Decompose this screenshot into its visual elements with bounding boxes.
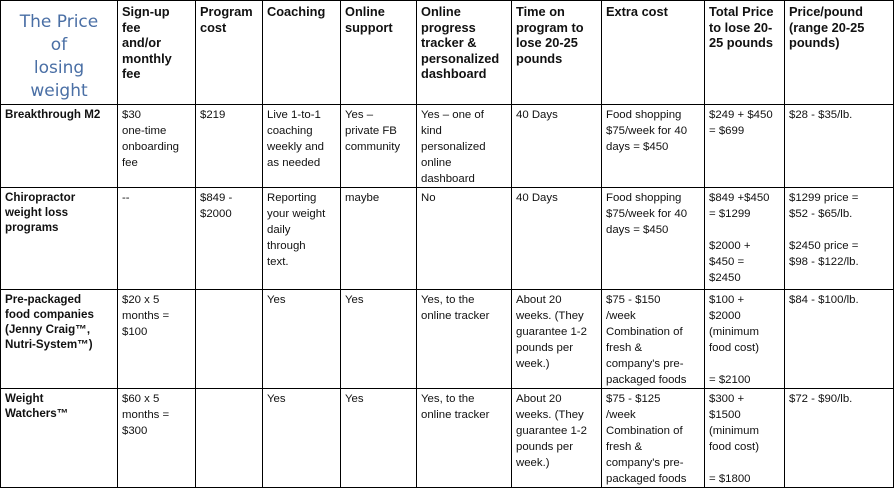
table-cell: $849 - $2000 <box>196 188 263 290</box>
table-cell: $28 - $35/lb. <box>785 105 894 188</box>
column-header-total-price: Total Price to lose 20- 25 pounds <box>705 1 785 105</box>
column-header-online-support: Online support <box>341 1 417 105</box>
column-header-time-on-program: Time on program to lose 20-25 pounds <box>512 1 602 105</box>
table-cell <box>196 290 263 389</box>
table-cell: Yes <box>263 389 341 488</box>
table-cell: Yes, to the online tracker <box>417 290 512 389</box>
table-row <box>1 290 894 389</box>
table-cell: No <box>417 188 512 290</box>
table-cell: $75 - $125 /week Combination of fresh & company's pre- packaged foods <box>602 389 705 488</box>
table-cell: $100 + $2000 (minimum food cost) = $2100 <box>705 290 785 389</box>
table-cell: Food shopping $75/week for 40 days = $450 <box>602 105 705 188</box>
table-cell <box>196 389 263 488</box>
table-cell: -- <box>118 188 196 290</box>
table-cell: Reporting your weight daily through text. <box>263 188 341 290</box>
table-cell: $249 + $450 = $699 <box>705 105 785 188</box>
table-row <box>1 105 894 188</box>
table-cell: Yes <box>341 389 417 488</box>
table-cell: Live 1-to-1 coaching weekly and as needed <box>263 105 341 188</box>
table-cell: Yes <box>263 290 341 389</box>
table-cell: $72 - $90/lb. <box>785 389 894 488</box>
column-header-coaching: Coaching <box>263 1 341 105</box>
table-cell: $1299 price = $52 - $65/lb. $2450 price = $98 - $122/lb. <box>785 188 894 290</box>
table-cell: 40 Days <box>512 188 602 290</box>
table-cell: $84 - $100/lb. <box>785 290 894 389</box>
table-cell: 40 Days <box>512 105 602 188</box>
row-label-chiropractor: Chiropractor weight loss programs <box>1 188 118 290</box>
table-cell: $60 x 5 months = $300 <box>118 389 196 488</box>
table-cell: Yes, to the online tracker <box>417 389 512 488</box>
row-label-weight-watchers: Weight Watchers™ <box>1 389 118 488</box>
table-cell: $300 + $1500 (minimum food cost) = $1800 <box>705 389 785 488</box>
table-cell: $219 <box>196 105 263 188</box>
table-cell: $75 - $150 /week Combination of fresh & company's pre- packaged foods <box>602 290 705 389</box>
column-header-program-cost: Program cost <box>196 1 263 105</box>
table-cell: Yes <box>341 290 417 389</box>
row-label-pre-packaged-food: Pre-packaged food companies (Jenny Craig™, Nutri-System™) <box>1 290 118 389</box>
table-cell: $30 one-time onboarding fee <box>118 105 196 188</box>
column-header-signup-fee: Sign-up fee and/or monthly fee <box>118 1 196 105</box>
table-cell: maybe <box>341 188 417 290</box>
table-row <box>1 188 894 290</box>
table-cell: Yes – private FB community <box>341 105 417 188</box>
column-header-price-per-pound: Price/pound (range 20-25 pounds) <box>785 1 894 105</box>
header-row <box>1 1 894 105</box>
table-cell: About 20 weeks. (They guarantee 1-2 pounds per week.) <box>512 290 602 389</box>
table-cell: $20 x 5 months = $100 <box>118 290 196 389</box>
row-label-breakthrough-m2: Breakthrough M2 <box>1 105 118 188</box>
table-cell: $849 +$450 = $1299 $2000 + $450 = $2450 <box>705 188 785 290</box>
table-row <box>1 389 894 488</box>
table-cell: Food shopping $75/week for 40 days = $450 <box>602 188 705 290</box>
column-header-extra-cost: Extra cost <box>602 1 705 105</box>
table-cell: Yes – one of kind personalized online dashboard <box>417 105 512 188</box>
table-cell: About 20 weeks. (They guarantee 1-2 pounds per week.) <box>512 389 602 488</box>
table-title: The Price of losing weight <box>1 1 118 105</box>
column-header-progress-tracker: Online progress tracker & personalized dashboard <box>417 1 512 105</box>
